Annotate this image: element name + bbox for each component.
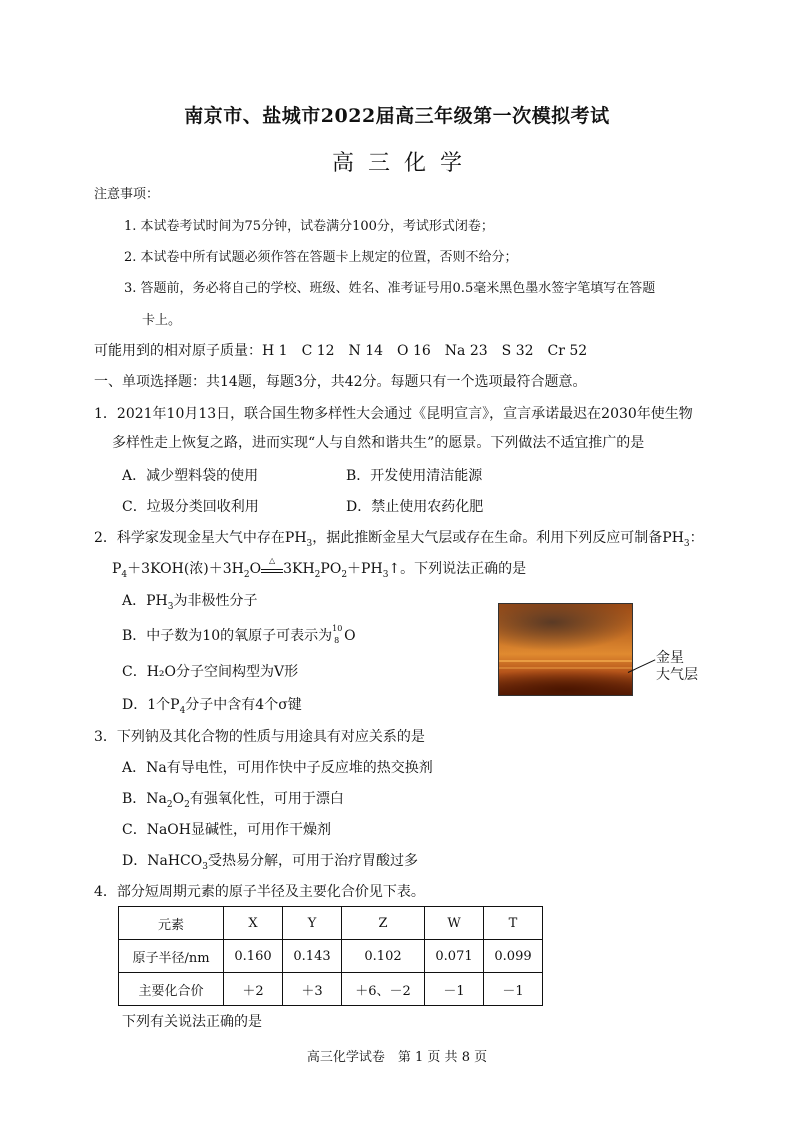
table-header-cell: W: [425, 907, 484, 940]
notice-item: 2. 本试卷中所有试题必须作答在答题卡上规定的位置，否则不给分；: [124, 250, 518, 265]
eq-text: 3KH: [283, 561, 315, 577]
q3-option-a: A．Na有导电性，可用作快中子反应堆的热交换剂: [122, 760, 433, 776]
eq-text: P: [112, 561, 122, 577]
reaction-arrow: [261, 556, 283, 573]
table-header-cell: Z: [342, 907, 425, 940]
question-3-stem: 3．下列钠及其化合物的性质与用途具有对应关系的是: [94, 729, 425, 745]
table-row: [119, 940, 543, 973]
question-1-stem-cont: 多样性走上恢复之路，进而实现“人与自然和谐共生”的愿景。下列做法不适宜推广的是: [112, 435, 645, 451]
element-table: [118, 906, 543, 1006]
label-line-1: 金星: [656, 650, 684, 666]
subscript: 3: [167, 601, 174, 612]
table-header-cell: T: [484, 907, 543, 940]
exam-title: 南京市、盐城市2022届高三年级第一次模拟考试: [184, 105, 610, 127]
option-text: O: [172, 791, 185, 807]
subscript: 3: [306, 538, 313, 549]
question-1-stem: 1．2021年10月13日，联合国生物多样性大会通过《昆明宣言》，宣言承诺最迟在2030年使生物: [94, 406, 693, 422]
venus-atmosphere-image: [498, 603, 633, 696]
question-2-stem: [94, 528, 704, 554]
eq-text: PO: [320, 561, 342, 577]
option-text: D．1个P: [122, 697, 180, 713]
option-text: B．中子数为10的氧原子可表示为: [122, 628, 333, 644]
isotope-notation: [332, 624, 344, 645]
stem-text: ：: [689, 530, 704, 546]
mass-number: 10: [332, 624, 343, 633]
atomic-masses: 可能用到的相对原子质量：H 1 C 12 N 14 O 16 Na 23 S 32 Cr 52: [94, 343, 588, 359]
table-row: [119, 973, 543, 1006]
reaction-equation: [112, 556, 527, 585]
subscript: 3: [202, 861, 208, 872]
label-line-2: 大气层: [656, 667, 698, 683]
option-text: B．Na: [122, 791, 167, 807]
notice-heading: 注意事项：: [94, 187, 160, 202]
page-footer: 高三化学试卷 第 1 页 共 8 页: [306, 1050, 488, 1065]
table-cell: ＋2: [224, 973, 283, 1006]
table-cell: －1: [484, 973, 543, 1006]
q3-option-b: [122, 789, 344, 815]
subscript: 2: [314, 569, 321, 580]
table-header-row: [119, 907, 543, 940]
option-text: D．NaHCO: [122, 853, 203, 869]
table-cell: 0.102: [342, 940, 425, 973]
venus-image-label: [656, 650, 698, 684]
q1-option-a: A．减少塑料袋的使用: [122, 468, 259, 484]
option-text: A．PH: [122, 593, 168, 609]
option-text: 有强氧化性，可用于漂白: [189, 791, 344, 807]
q1-option-c: C．垃圾分类回收利用: [122, 499, 259, 515]
table-header-cell: Y: [283, 907, 342, 940]
question-4-stem: 4．部分短周期元素的原子半径及主要化合价见下表。: [94, 884, 425, 900]
notice-item: 1. 本试卷考试时间为75分钟，试卷满分100分，考试形式闭卷；: [124, 219, 494, 234]
eq-text: ＋PH: [347, 561, 383, 577]
subject-title: 高三化学: [331, 151, 476, 176]
q3-option-c: C．NaOH显碱性，可用作干燥剂: [122, 822, 331, 838]
table-cell: ＋6、－2: [342, 973, 425, 1006]
q1-option-b: B．开发使用清洁能源: [346, 468, 483, 484]
table-cell: 0.071: [425, 940, 484, 973]
q2-option-d: [122, 695, 302, 721]
q2-option-b: [122, 626, 356, 646]
option-text: O: [344, 628, 356, 644]
table-cell: ＋3: [283, 973, 342, 1006]
subscript: 4: [121, 569, 128, 580]
table-cell: 原子半径/nm: [119, 940, 224, 973]
subscript: 3: [382, 569, 389, 580]
subscript: 2: [166, 799, 173, 810]
option-text: 受热易分解，可用于治疗胃酸过多: [207, 853, 418, 869]
section-heading: 一、单项选择题：共14题，每题3分，共42分。每题只有一个选项最符合题意。: [94, 374, 587, 390]
table-cell: 0.160: [224, 940, 283, 973]
notice-item: 3. 答题前，务必将自己的学校、班级、姓名、准考证号用0.5毫米黑色墨水签字笔填写在答题: [124, 281, 656, 296]
table-header-cell: X: [224, 907, 283, 940]
stem-text: 2．科学家发现金星大气中存在PH: [94, 530, 307, 546]
q2-option-a: [122, 591, 257, 617]
table-cell: 0.143: [283, 940, 342, 973]
eq-text: ↑。下列说法正确的是: [388, 561, 527, 577]
option-text: 分子中含有4个σ键: [185, 697, 302, 713]
table-cell: 主要化合价: [119, 973, 224, 1006]
question-4-followup: 下列有关说法正确的是: [122, 1014, 262, 1030]
table-cell: －1: [425, 973, 484, 1006]
heat-condition: △: [269, 556, 276, 565]
notice-item: 卡上。: [142, 313, 182, 328]
atomic-number: 8: [334, 636, 340, 645]
subscript: 2: [184, 799, 190, 810]
stem-text: ，据此推断金星大气层或存在生命。利用下列反应可制备PH: [312, 530, 684, 546]
q3-option-d: [122, 851, 418, 877]
table-cell: 0.099: [484, 940, 543, 973]
eq-text: O: [249, 561, 262, 577]
subscript: 4: [179, 705, 186, 716]
q1-option-d: D．禁止使用农药化肥: [346, 499, 484, 515]
eq-text: ＋3KOH(浓)＋3H: [127, 561, 244, 577]
subscript: 3: [683, 538, 690, 549]
subscript: 2: [341, 569, 348, 580]
q2-option-c: C．H₂O分子空间构型为V形: [122, 664, 299, 680]
table-header-cell: 元素: [119, 907, 224, 940]
subscript: 2: [243, 569, 250, 580]
option-text: 为非极性分子: [173, 593, 258, 609]
